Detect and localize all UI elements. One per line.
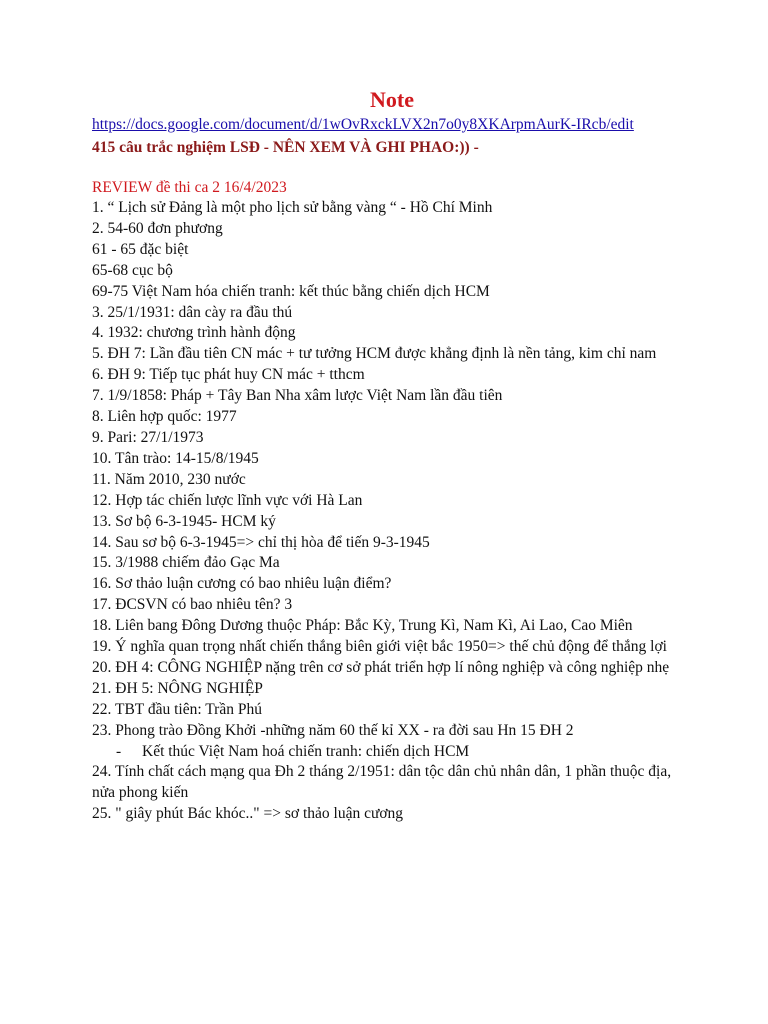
note-line: 6. ĐH 9: Tiếp tục phát huy CN mác + tthcm <box>92 366 365 384</box>
note-line: 14. Sau sơ bộ 6-3-1945=> chỉ thị hòa để tiến 9-3-1945 <box>92 533 430 551</box>
note-line: 18. Liên bang Đông Dương thuộc Pháp: Bắc Kỳ, Trung Kì, Nam Kì, Ai Lao, Cao Miên <box>92 617 633 635</box>
note-line: 15. 3/1988 chiếm đảo Gạc Ma <box>92 554 280 572</box>
notes-list <box>92 198 692 742</box>
note-line: 2. 54-60 đơn phương <box>92 219 223 237</box>
note-line: 22. TBT đầu tiên: Trần Phú <box>92 700 262 718</box>
review-heading: REVIEW đề thi ca 2 16/4/2023 <box>92 179 287 196</box>
note-line: 19. Ý nghĩa quan trọng nhất chiến thắng biên giới việt bắc 1950=> thế chủ động để thắng lợi <box>92 638 667 656</box>
note-line: 11. Năm 2010, 230 nước <box>92 470 246 488</box>
note-line: 7. 1/9/1858: Pháp + Tây Ban Nha xâm lược Việt Nam lần đầu tiên <box>92 387 503 405</box>
note-title: Note <box>370 87 414 112</box>
note-line: 5. ĐH 7: Lần đầu tiên CN mác + tư tưởng HCM được khẳng định là nền tảng, kim chỉ nam <box>92 345 657 363</box>
bullet-item <box>92 742 692 763</box>
note-line: 1. “ Lịch sử Đảng là một pho lịch sử bằng vàng “ - Hồ Chí Minh <box>92 199 493 216</box>
note-line: 20. ĐH 4: CÔNG NGHIỆP nặng trên cơ sở phát triển hợp lí nông nghiệp và công nghiệp nhẹ <box>92 658 670 676</box>
note-line: 23. Phong trào Đồng Khởi -những năm 60 thế kỉ XX - ra đời sau Hn 15 ĐH 2 <box>92 721 574 739</box>
bullet-marker: - <box>116 742 122 760</box>
blank-line <box>92 158 692 177</box>
note-line: 12. Hợp tác chiến lược lĩnh vực với Hà Lan <box>92 491 363 509</box>
note-line: 8. Liên hợp quốc: 1977 <box>92 408 237 426</box>
note-line: 61 - 65 đặc biệt <box>92 240 189 258</box>
note-line: 24. Tính chất cách mạng qua Đh 2 tháng 2/1951: dân tộc dân chủ nhân dân, 1 phần thuộc địa, nửa phong kiến <box>92 763 672 802</box>
note-line: 25. " giây phút Bác khóc.." => sơ thảo luận cương <box>92 805 404 823</box>
subheading: 415 câu trắc nghiệm LSĐ - NÊN XEM VÀ GHI PHAO:)) - <box>92 139 479 156</box>
note-line: 13. Sơ bộ 6-3-1945- HCM ký <box>92 512 276 530</box>
note-line: 69-75 Việt Nam hóa chiến tranh: kết thúc bằng chiến dịch HCM <box>92 282 490 300</box>
google-doc-link[interactable]: https://docs.google.com/document/d/1wOvRxckLVX2n7o0y8XKArpmAurK-IRcb/edit <box>92 116 634 133</box>
note-line: 3. 25/1/1931: dân cày ra đầu thú <box>92 303 293 321</box>
note-line: 16. Sơ thảo luận cương có bao nhiêu luận điểm? <box>92 575 392 593</box>
note-line: 9. Pari: 27/1/1973 <box>92 428 204 446</box>
note-line: 21. ĐH 5: NÔNG NGHIỆP <box>92 679 263 697</box>
document-page <box>92 86 692 825</box>
note-line: 65-68 cục bộ <box>92 261 173 279</box>
note-line: 4. 1932: chương trình hành động <box>92 324 296 342</box>
note-line: 17. ĐCSVN có bao nhiêu tên? 3 <box>92 596 293 614</box>
notes-list-continued <box>92 762 692 825</box>
note-line: 10. Tân trào: 14-15/8/1945 <box>92 449 259 467</box>
bullet-text: Kết thúc Việt Nam hoá chiến tranh: chiến dịch HCM <box>142 742 470 760</box>
